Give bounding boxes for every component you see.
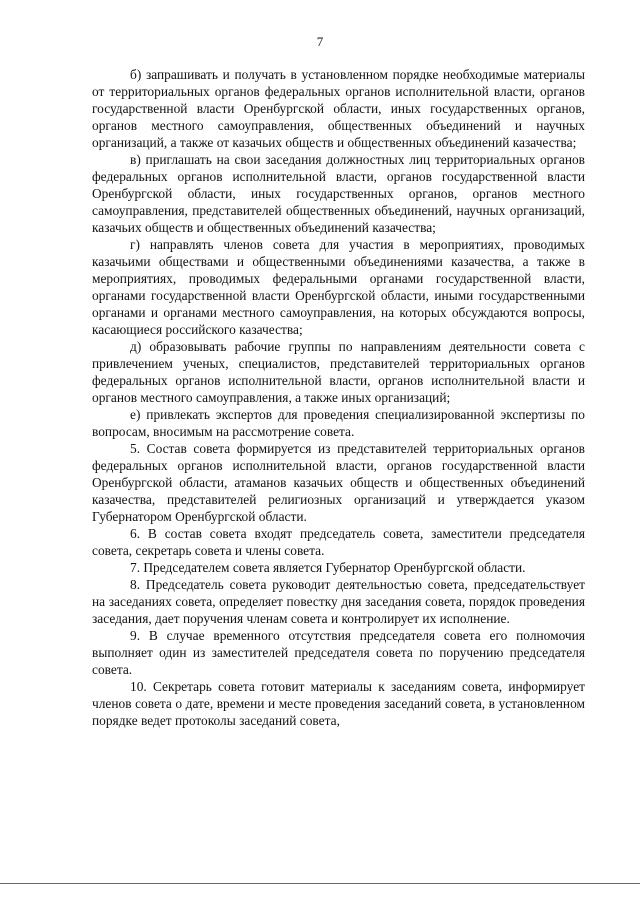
paragraph-item-v: в) приглашать на свои заседания должностных лиц территориальных органов федеральных органов исполнительной власти, органов государственной власти Оренбургской области, иных государственных органов, органов местного самоуправления, представителей общественных объединений, научных организаций, казачьих обществ и общественных объединений казачества; [92, 152, 585, 235]
paragraph-item-b: б) запрашивать и получать в установленном порядке необходимые материалы от территориальных органов федеральных органов исполнительной власти, органов государственной власти Оренбургской области, иных государственных органов, органов местного самоуправления, общественных объединений и научных организаций, а также от казачьих обществ и общественных объединений казачества; [92, 67, 585, 150]
page-number: 7 [316, 34, 324, 49]
document-body [92, 66, 585, 729]
paragraph-item-e: е) привлекать экспертов для проведения специализированной экспертизы по вопросам, вносимым на рассмотрение совета. [92, 407, 585, 439]
paragraph-9: 9. В случае временного отсутствия председателя совета его полномочия выполняет один из заместителей председателя совета по поручению председателя совета. [92, 628, 585, 677]
paragraph-item-g: г) направлять членов совета для участия в мероприятиях, проводимых казачьими обществами и общественными объединениями казачества, а также в мероприятиях, проводимых федеральными органами государственной власти, органами государственной власти Оренбургской области, иными государственными органами и органами местного самоуправления, на которых обсуждаются вопросы, касающиеся российского казачества; [92, 237, 585, 337]
paragraph-item-d: д) образовывать рабочие группы по направлениям деятельности совета с привлечением ученых, специалистов, представителей территориальных органов федеральных органов исполнительной власти, органов исполнительной власти и органов местного самоуправления, а также иных организаций; [92, 339, 585, 405]
paragraph-8: 8. Председатель совета руководит деятельностью совета, председательствует на заседаниях совета, определяет повестку дня заседания совета, порядок проведения заседания, дает поручения членам совета и контролирует их исполнение. [92, 577, 585, 626]
paragraph-6: 6. В состав совета входят председатель совета, заместители председателя совета, секретарь совета и члены совета. [92, 526, 585, 558]
bottom-rule [0, 883, 640, 884]
paragraph-5: 5. Состав совета формируется из представителей территориальных органов федеральных органов исполнительной власти, органов государственной власти Оренбургской области, атаманов казачьих обществ и общественных объединений казачества, представителей религиозных организаций и утверждается указом Губернатором Оренбургской области. [92, 441, 585, 524]
paragraph-10: 10. Секретарь совета готовит материалы к заседаниям совета, информирует членов совета о дате, времени и месте проведения заседаний совета, в установленном порядке ведет протоколы заседаний совета, [92, 679, 585, 728]
paragraph-7: 7. Председателем совета является Губернатор Оренбургской области. [130, 560, 526, 575]
